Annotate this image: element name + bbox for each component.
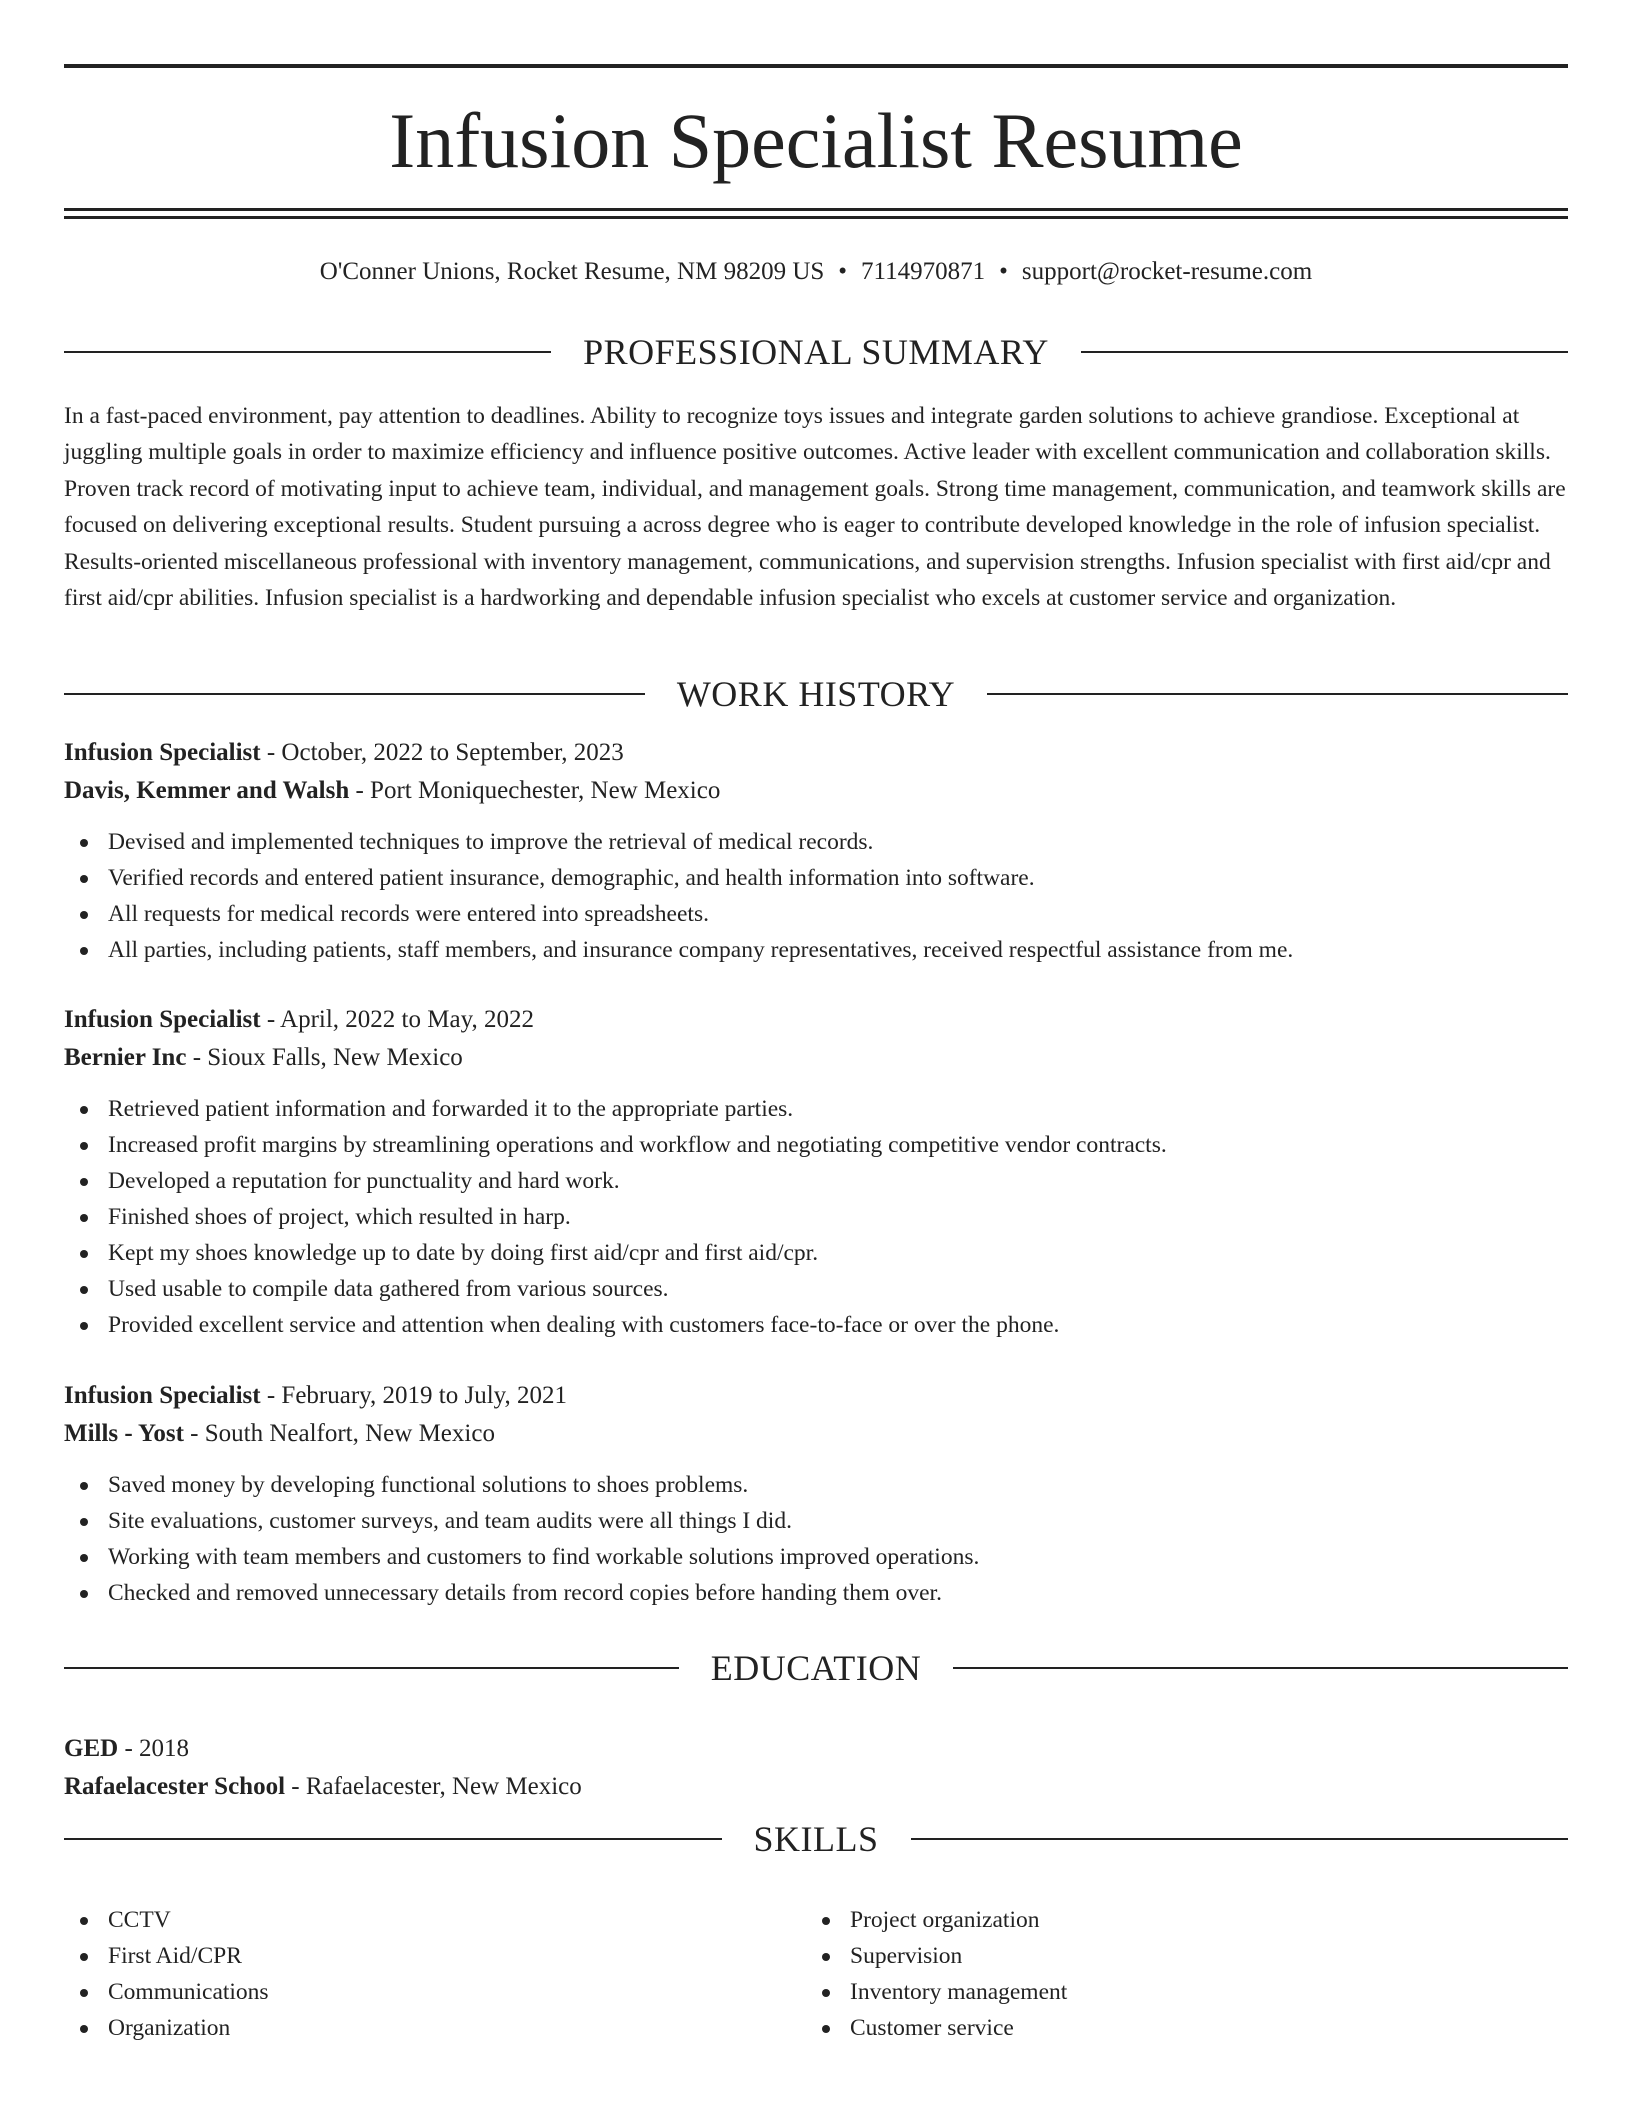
heading-rule-right bbox=[911, 1838, 1569, 1840]
contact-separator: • bbox=[838, 258, 848, 285]
skill-item: Communications bbox=[64, 1974, 806, 2010]
heading-rule-right bbox=[1081, 351, 1568, 353]
list-item: Working with team members and customers to find workable solutions improved operations. bbox=[64, 1539, 1568, 1575]
list-item: Finished shoes of project, which resulted in harp. bbox=[64, 1199, 1568, 1235]
skills-list bbox=[64, 1902, 1568, 2046]
list-item: Developed a reputation for punctuality and hard work. bbox=[64, 1163, 1568, 1199]
education-entry bbox=[64, 1730, 1568, 1806]
job-title: Infusion Specialist bbox=[64, 1382, 261, 1409]
professional-summary-text: In a fast-paced environment, pay attention to deadlines. Ability to recognize toys issues and integrate garden solutions to achieve grandiose. Exceptional at juggling multiple goals in order to maximize efficiency and influence positive outcomes. Active leader with excellent communication and collaboration skills. Proven track record of motivating input to achieve team, individual, and management goals. Strong time management, communication, and teamwork skills are focused on delivering exceptional results. Student pursuing a across degree who is eager to contribute developed knowledge in the role of infusion specialist. Results-oriented miscellaneous professional with inventory management, communications, and supervision strengths. Infusion specialist with first aid/cpr and first aid/cpr abilities. Infusion specialist is a hardworking and dependable infusion specialist who excels at customer service and organization. bbox=[64, 403, 1566, 612]
job-company: Mills - Yost bbox=[64, 1420, 184, 1447]
list-item: Provided excellent service and attention when dealing with customers face-to-face or over the phone. bbox=[64, 1307, 1568, 1343]
heading-rule-left bbox=[64, 1838, 722, 1840]
contact-line bbox=[64, 254, 1568, 290]
job-location: - Sioux Falls, New Mexico bbox=[186, 1044, 463, 1071]
job-location: - Port Moniquechester, New Mexico bbox=[349, 777, 721, 804]
education-school-line bbox=[64, 1768, 1568, 1806]
job-company-line bbox=[64, 1415, 1568, 1453]
contact-address: O'Conner Unions, Rocket Resume, NM 98209 US bbox=[319, 258, 825, 285]
skill-item: First Aid/CPR bbox=[64, 1938, 806, 1974]
list-item: Devised and implemented techniques to improve the retrieval of medical records. bbox=[64, 824, 1568, 860]
list-item: Used usable to compile data gathered from various sources. bbox=[64, 1271, 1568, 1307]
section-heading-label: WORK HISTORY bbox=[676, 674, 956, 714]
contact-phone: 7114970871 bbox=[861, 258, 986, 285]
skill-item: Organization bbox=[64, 2010, 806, 2046]
list-item: Site evaluations, customer surveys, and team audits were all things I did. bbox=[64, 1503, 1568, 1539]
job-company: Davis, Kemmer and Walsh bbox=[64, 777, 350, 804]
list-item: Checked and removed unnecessary details from record copies before handing them over. bbox=[64, 1575, 1568, 1611]
skills-column-right bbox=[806, 1902, 1548, 2046]
contact-separator: • bbox=[999, 258, 1008, 285]
job-title-line bbox=[64, 1001, 1568, 1039]
section-heading-education bbox=[64, 1646, 1568, 1690]
job-entry-2 bbox=[64, 1001, 1568, 1343]
skill-item: Supervision bbox=[806, 1938, 1548, 1974]
section-heading-work-history bbox=[64, 672, 1568, 716]
job-bullets bbox=[64, 1091, 1568, 1343]
skills-column-left bbox=[64, 1902, 806, 2046]
job-title-line bbox=[64, 734, 1568, 772]
list-item: All requests for medical records were entered into spreadsheets. bbox=[64, 896, 1568, 932]
job-entry-3 bbox=[64, 1377, 1568, 1611]
section-heading-label: SKILLS bbox=[753, 1819, 879, 1859]
page-title: Infusion Specialist Resume bbox=[389, 97, 1243, 184]
list-item: All parties, including patients, staff members, and insurance company representatives, received respectful assistance from me. bbox=[64, 932, 1568, 968]
skill-item: Customer service bbox=[806, 2010, 1548, 2046]
heading-rule-right bbox=[987, 693, 1568, 695]
contact-email: support@rocket-resume.com bbox=[1021, 258, 1313, 285]
job-bullets bbox=[64, 824, 1568, 968]
section-heading-label: PROFESSIONAL SUMMARY bbox=[583, 332, 1049, 372]
heading-rule-right bbox=[953, 1667, 1568, 1669]
skill-item: Project organization bbox=[806, 1902, 1548, 1938]
title-double-rule-lower bbox=[64, 216, 1568, 219]
skill-item: CCTV bbox=[64, 1902, 806, 1938]
heading-rule-left bbox=[64, 1667, 679, 1669]
job-dates: - October, 2022 to September, 2023 bbox=[260, 739, 624, 766]
list-item: Kept my shoes knowledge up to date by doing first aid/cpr and first aid/cpr. bbox=[64, 1235, 1568, 1271]
heading-rule-left bbox=[64, 351, 551, 353]
job-company-line bbox=[64, 1039, 1568, 1077]
list-item: Saved money by developing functional solutions to shoes problems. bbox=[64, 1467, 1568, 1503]
job-title: Infusion Specialist bbox=[64, 739, 261, 766]
education-degree-line bbox=[64, 1730, 1568, 1768]
section-heading-label: EDUCATION bbox=[710, 1648, 922, 1688]
list-item: Retrieved patient information and forwarded it to the appropriate parties. bbox=[64, 1091, 1568, 1127]
list-item: Verified records and entered patient insurance, demographic, and health information into software. bbox=[64, 860, 1568, 896]
education-degree: GED bbox=[64, 1735, 119, 1762]
job-location: - South Nealfort, New Mexico bbox=[183, 1420, 495, 1447]
job-title: Infusion Specialist bbox=[64, 1006, 261, 1033]
job-bullets bbox=[64, 1467, 1568, 1611]
section-heading-summary bbox=[64, 330, 1568, 374]
list-item: Increased profit margins by streamlining operations and workflow and negotiating competitive vendor contracts. bbox=[64, 1127, 1568, 1163]
job-company: Bernier Inc bbox=[64, 1044, 187, 1071]
education-location: - Rafaelacester, New Mexico bbox=[285, 1773, 582, 1800]
skill-item: Inventory management bbox=[806, 1974, 1548, 2010]
job-dates: - April, 2022 to May, 2022 bbox=[260, 1006, 534, 1033]
job-title-line bbox=[64, 1377, 1568, 1415]
section-heading-skills bbox=[64, 1817, 1568, 1861]
job-company-line bbox=[64, 772, 1568, 810]
job-entry-1 bbox=[64, 734, 1568, 968]
job-dates: - February, 2019 to July, 2021 bbox=[260, 1382, 568, 1409]
heading-rule-left bbox=[64, 693, 645, 695]
education-year: - 2018 bbox=[118, 1735, 190, 1762]
top-rule bbox=[64, 64, 1568, 68]
education-school: Rafaelacester School bbox=[64, 1773, 286, 1800]
title-double-rule-upper bbox=[64, 208, 1568, 211]
